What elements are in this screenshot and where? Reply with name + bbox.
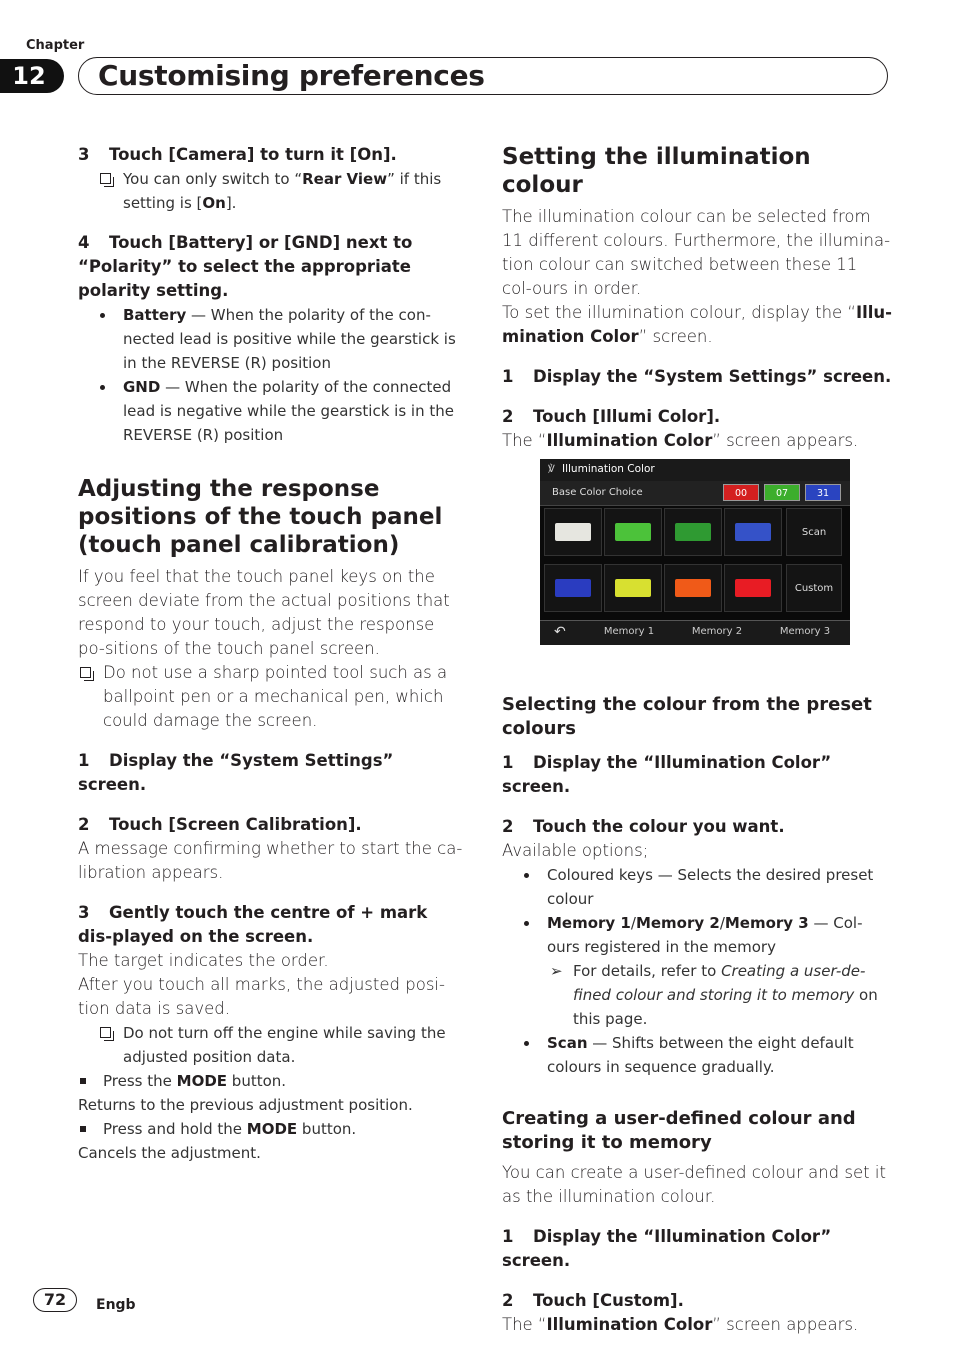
note-rear-view: You can only switch to “Rear View” if this setting is [On]. xyxy=(78,167,464,215)
left-column xyxy=(78,143,464,1165)
color-key[interactable] xyxy=(664,508,722,556)
custom-screen-appears: The “Illumination Color” screen appears. xyxy=(502,1315,859,1334)
step-touch-centre: 3 Gently touch the centre of + mark dis-played on the screen. xyxy=(78,903,428,946)
color-key[interactable] xyxy=(724,564,782,612)
bullet-battery: Battery — When the polarity of the con-nected lead is positive while the gearstick is in the REVERSE (R) position xyxy=(78,303,464,375)
mode-press-desc: Returns to the previous adjustment position. xyxy=(78,1096,413,1114)
note-engine: Do not turn off the engine while saving the adjusted position data. xyxy=(78,1021,464,1069)
base-color-row xyxy=(540,481,850,506)
scan-button[interactable]: Scan xyxy=(786,508,842,556)
step-display-illumination-2: 1 Display the “Illumination Color” screen. xyxy=(502,1227,832,1270)
memory-bar xyxy=(540,620,850,645)
note-sharp-tool: Do not use a sharp pointed tool such as a ballpoint pen or a mechanical pen, which could damage the screen. xyxy=(78,661,464,733)
base-color-label: Base Color Choice xyxy=(552,487,643,498)
mode-press: Press the MODE button. xyxy=(78,1069,464,1093)
color-key[interactable] xyxy=(604,564,662,612)
step-polarity: 4 Touch [Battery] or [GND] next to “Polarity” to select the appropriate polarity setting. xyxy=(78,233,413,300)
calibration-intro: If you feel that the touch panel keys on the screen deviate from the actual positions that respond to your touch, adjust the response po-sitions of the touch panel screen. xyxy=(78,567,450,658)
color-key[interactable] xyxy=(544,508,602,556)
step-touch-colour: 2 Touch the colour you want. xyxy=(502,817,785,836)
screen-title-bar xyxy=(540,459,850,481)
memory-1-button[interactable]: Memory 1 xyxy=(603,626,655,637)
color-key[interactable] xyxy=(724,508,782,556)
color-key[interactable] xyxy=(664,564,722,612)
custom-button[interactable]: Custom xyxy=(786,564,842,612)
step-camera: 3 Touch [Camera] to turn it [On]. xyxy=(78,145,397,164)
subsection-title-user-defined: Creating a user-defined colour and storing it to memory xyxy=(502,1108,856,1153)
available-options-label: Available options; xyxy=(502,841,649,860)
preset-button-31[interactable]: 31 xyxy=(805,484,841,501)
section-title-calibration: Adjusting the response positions of the touch panel (touch panel calibration) xyxy=(78,476,443,558)
subsection-title-preset: Selecting the colour from the preset colours xyxy=(502,694,872,739)
section-title-illumination: Setting the illumination colour xyxy=(502,144,811,198)
option-coloured-keys: Coloured keys — Selects the desired preset colour xyxy=(502,863,892,911)
target-order-desc: The target indicates the order. xyxy=(78,951,329,970)
step-display-system-settings-r: 1 Display the “System Settings” screen. xyxy=(502,367,892,386)
chapter-number: 12 xyxy=(0,59,64,93)
step-display-illumination-1: 1 Display the “Illumination Color” screen. xyxy=(502,753,832,796)
reference-note: ➢ For details, refer to Creating a user-de-fined colour and storing it to memory on this page. xyxy=(502,959,892,1031)
color-key[interactable] xyxy=(604,508,662,556)
chapter-title: Customising preferences xyxy=(98,59,485,92)
step-illumi-color: 2 Touch [Illumi Color]. xyxy=(502,407,721,426)
mode-hold: Press and hold the MODE button. xyxy=(78,1117,464,1141)
calibration-message-desc: A message confirming whether to start the ca-libration appears. xyxy=(78,839,463,882)
memory-3-button[interactable]: Memory 3 xyxy=(779,626,831,637)
user-defined-intro: You can create a user-defined colour and set it as the illumination colour. xyxy=(502,1163,886,1206)
language-code: Engb xyxy=(96,1297,136,1313)
data-saved-desc: After you touch all marks, the adjusted posi-tion data is saved. xyxy=(78,975,445,1018)
color-key[interactable] xyxy=(544,564,602,612)
bullet-gnd: GND — When the polarity of the connected lead is negative while the gearstick is in the REVERSE (R) position xyxy=(78,375,464,447)
arrow-icon: ➢ xyxy=(550,962,563,980)
screen-title: Illumination Color xyxy=(562,463,655,475)
preset-button-00[interactable]: 00 xyxy=(723,484,759,501)
page-number: 72 xyxy=(33,1288,77,1312)
preset-button-07[interactable]: 07 xyxy=(764,484,800,501)
chapter-label: Chapter xyxy=(26,38,85,53)
memory-2-button[interactable]: Memory 2 xyxy=(691,626,743,637)
step-screen-calibration: 2 Touch [Screen Calibration]. xyxy=(78,815,362,834)
option-memory: Memory 1/Memory 2/Memory 3 — Col-ours registered in the memory xyxy=(502,911,892,959)
screen-appears-desc: The “Illumination Color” screen appears. xyxy=(502,431,859,450)
back-icon[interactable]: ↶ xyxy=(554,624,566,640)
illumination-intro: The illumination colour can be selected from 11 different colours. Furthermore, the illumina-tion colour can switched between these 11 col-ours in order. xyxy=(502,207,891,298)
app-icon: ℣ xyxy=(548,464,555,475)
option-scan: Scan — Shifts between the eight default colours in sequence gradually. xyxy=(502,1031,892,1079)
mode-hold-desc: Cancels the adjustment. xyxy=(78,1144,261,1162)
step-display-system-settings: 1 Display the “System Settings” screen. xyxy=(78,751,394,794)
step-touch-custom: 2 Touch [Custom]. xyxy=(502,1291,684,1310)
illumination-intro-2: To set the illumination colour, display the “Illu-mination Color” screen. xyxy=(502,303,893,346)
illumination-color-screen xyxy=(540,459,850,645)
right-column xyxy=(502,143,892,1337)
